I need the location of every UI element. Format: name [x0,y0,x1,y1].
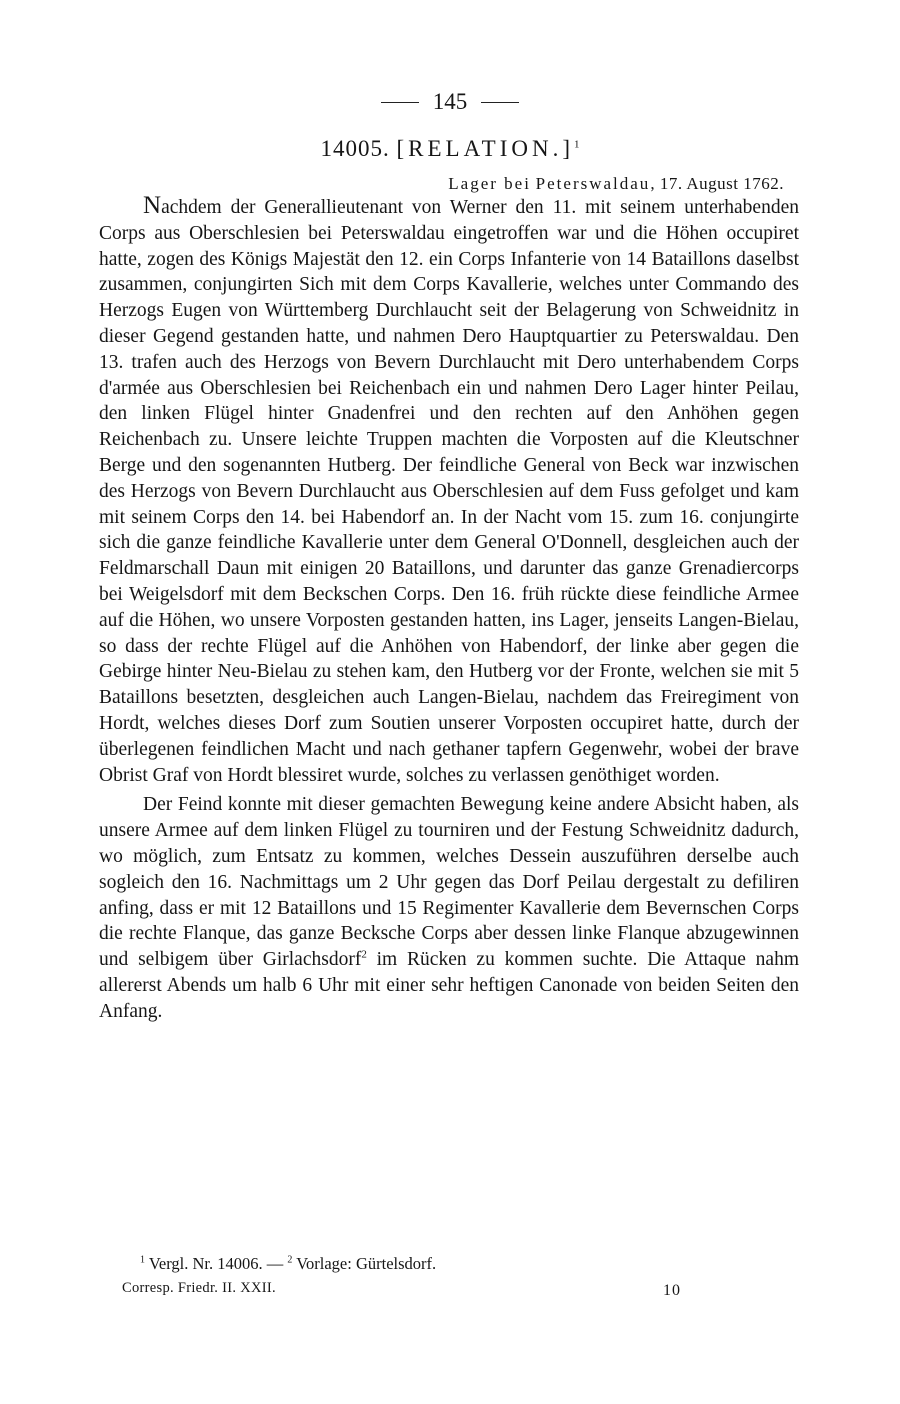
signature-mark: 10 [663,1282,681,1299]
body-text [99,193,799,1025]
page-header [0,86,900,118]
header-rule-left [381,102,419,103]
dateline-place-name: Peterswaldau [535,174,651,193]
heading-footnote-marker: 1 [574,138,580,151]
document-title: [RELATION.] [396,136,574,161]
paragraph-2 [99,792,799,1024]
footnotes [140,1254,436,1274]
paragraph-2-text-b: im Rücken zu kommen suchte. Die Attaque nahm allererst Abends um halb 6 Uhr mit einer sehr heftigen Canonade von beiden Seiten den Anfang. [99,949,799,1022]
footnote-1-text: Vergl. Nr. 14006. — [148,1254,284,1273]
document-number: 14005. [320,136,390,161]
initial-letter: N [143,192,162,219]
footnote-2-text: Vorlage: Gürtelsdorf. [296,1254,437,1273]
dateline-date: , 17. August 1762. [650,174,784,193]
header-rule-right [481,102,519,103]
imprint-line: Corresp. Friedr. II. XXII. [122,1280,276,1296]
document-heading [0,136,900,162]
dateline [448,174,784,194]
footnote-2-marker: 2 [287,1254,293,1266]
paragraph-1-text: achdem der Generallieutenant von Werner den 11. mit seinem unterhabenden Corps aus Oberschlesien bei Peterswaldau eingetroffen war und die Höhen occupiret hatte, zogen des Königs Majestät den 12. ein Corps Infanterie von 14 Bataillons daselbst zusammen, conjungirten Sich mit dem Corps Kavallerie, welches unter Commando des Herzogs Eugen von Württemberg Durchlaucht seit der Belagerung von Schweidnitz in dieser Gegend gestanden hatte, und nahmen Dero Hauptquartier zu Peterswaldau. Den 13. trafen auch des Herzogs von Bevern Durchlaucht mit Dero unterhabendem Corps d'armée aus Oberschlesien bei Reichenbach ein und nahmen Dero Lager hinter Peilau, den linken Flügel hinter Gnadenfrei und den rechten auf den Anhöhen gegen Reichenbach zu. Unsere leichte Truppen machten die Vorposten auf die Kleutschner Berge und den sogenannten Hutberg. Der feindliche General von Beck war inzwischen des Herzogs von Bevern Durchlaucht aus Oberschlesien auf dem Fuss gefolget und kam mit seinem Corps den 14. bei Habendorf an. In der Nacht vom 15. zum 16. conjungirte sich die ganze feindliche Kavallerie unter dem General O'Donnell, desgleichen auch der Feldmarschall Daun mit einigen 20 Bataillons, und darunter das ganze Grenadiercorps bei Weigelsdorf mit dem Beckschen Corps. Den 16. früh rückte diese feindliche Armee auf die Höhen, wo unsere Vorposten gestanden hatten, ins Lager, jenseits Langen-Bielau, so dass der rechte Flügel auf die Anhöhen von Habendorf, der linke aber gegen die Gebirge hinter Neu-Bielau zu stehen kam, den Hutberg vor der Fronte, welchen sie mit 5 Bataillons besetzten, desgleichen auch Langen-Bielau, nachdem das Freiregiment von Hordt, welches dieses Dorf zum Soutien unserer Vorposten occupiret hatte, durch der überlegenen feindlichen Macht und nach gethaner tapfern Gegenwehr, wobei der brave Obrist Graf von Hordt blessiret wurde, solches zu verlassen genöthiget worden. [99,197,799,786]
dateline-place-prefix: Lager bei [448,174,531,193]
paragraph-2-text-a: Der Feind konnte mit dieser gemachten Bewegung keine andere Absicht haben, als unsere Armee auf dem linken Flügel zu tourniren und der Festung Schweidnitz dadurch, wo möglich, zum Entsatz zu kommen, welches Dessein auszuführen derselbe auch sogleich den 16. Nachmittags um 2 Uhr gegen das Dorf Peilau dergestalt zu defiliren anfing, dass er mit 12 Bataillons und 15 Regimenter Kavallerie dem Bevernschen Corps die rechte Flanque, das ganze Becksche Corps aber dessen linke Flanque abzugewinnen und selbigem über Girlachsdorf [99,794,799,971]
paragraph-1 [99,193,799,788]
footnote-1-marker: 1 [140,1254,145,1266]
footnote-marker-2: 2 [361,948,367,961]
page-number: 145 [432,89,468,114]
